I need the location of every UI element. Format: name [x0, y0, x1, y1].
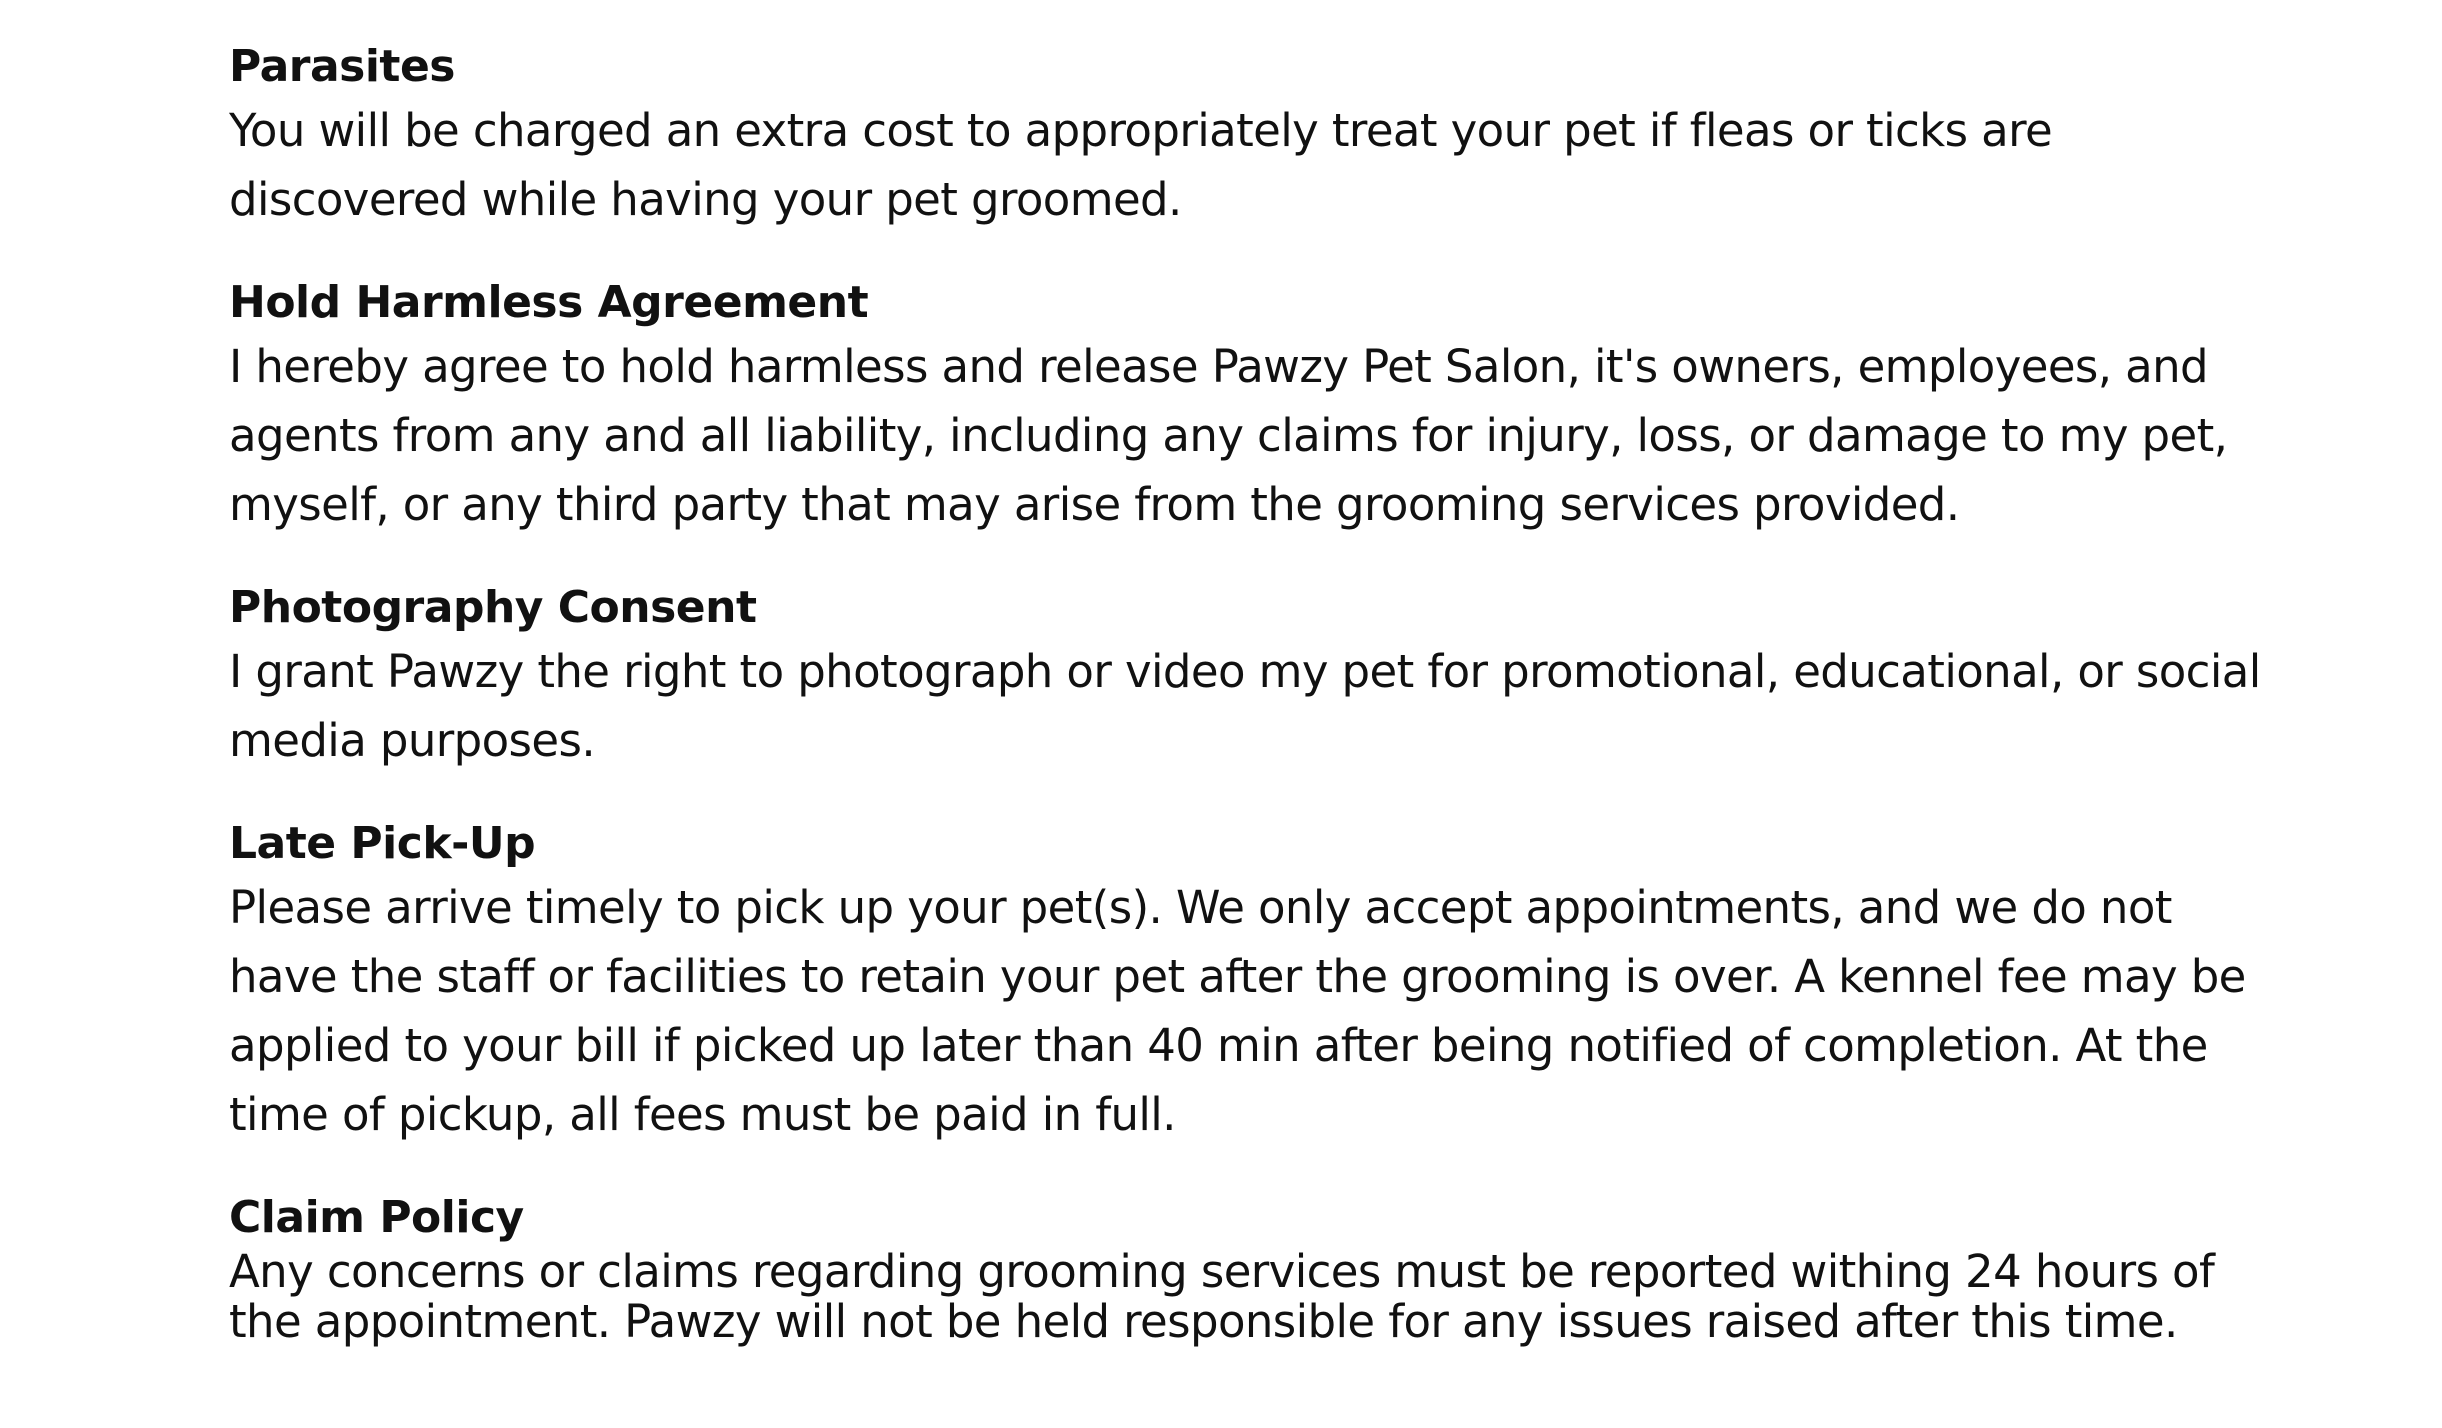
section-body — [229, 873, 2246, 1149]
section-body — [229, 96, 2229, 234]
body-line: I hereby agree to hold harmless and release Pawzy Pet Salon, it's owners, employees, and — [229, 340, 2209, 393]
hold-harmless-section — [229, 274, 2229, 539]
body-line: Please arrive timely to pick up your pet(s). We only accept appointments, and we do not — [229, 881, 2172, 934]
section-heading: Photography Consent — [229, 582, 757, 633]
claim-policy-section — [229, 1189, 2229, 1347]
body-line: media purposes. — [229, 714, 596, 767]
parasites-section — [229, 38, 2229, 234]
section-body — [229, 1247, 2229, 1347]
section-body — [229, 637, 2261, 775]
section-heading: Hold Harmless Agreement — [229, 277, 869, 328]
section-heading: Claim Policy — [229, 1192, 524, 1243]
body-line: time of pickup, all fees must be paid in full. — [229, 1088, 1176, 1141]
body-line: agents from any and all liability, including any claims for injury, loss, or damage to my pet, — [229, 409, 2228, 462]
body-line: discovered while having your pet groomed. — [229, 173, 1182, 226]
body-line: Any concerns or claims regarding grooming services must be reported withing 24 hours of — [229, 1245, 2215, 1298]
body-line: have the staff or facilities to retain your pet after the grooming is over. A kennel fee may be — [229, 950, 2246, 1003]
section-heading: Parasites — [229, 41, 455, 92]
body-line: myself, or any third party that may arise from the grooming services provided. — [229, 478, 1960, 531]
late-pickup-section — [229, 815, 2246, 1149]
body-line: the appointment. Pawzy will not be held responsible for any issues raised after this time. — [229, 1295, 2178, 1348]
body-line: I grant Pawzy the right to photograph or video my pet for promotional, educational, or social — [229, 645, 2261, 698]
policy-document — [229, 38, 2261, 1348]
section-heading: Late Pick-Up — [229, 818, 536, 869]
body-line: You will be charged an extra cost to appropriately treat your pet if fleas or ticks are — [229, 104, 2053, 157]
photography-consent-section — [229, 579, 2261, 775]
section-body — [229, 332, 2229, 539]
body-line: applied to your bill if picked up later than 40 min after being notified of completion. At the — [229, 1019, 2208, 1072]
